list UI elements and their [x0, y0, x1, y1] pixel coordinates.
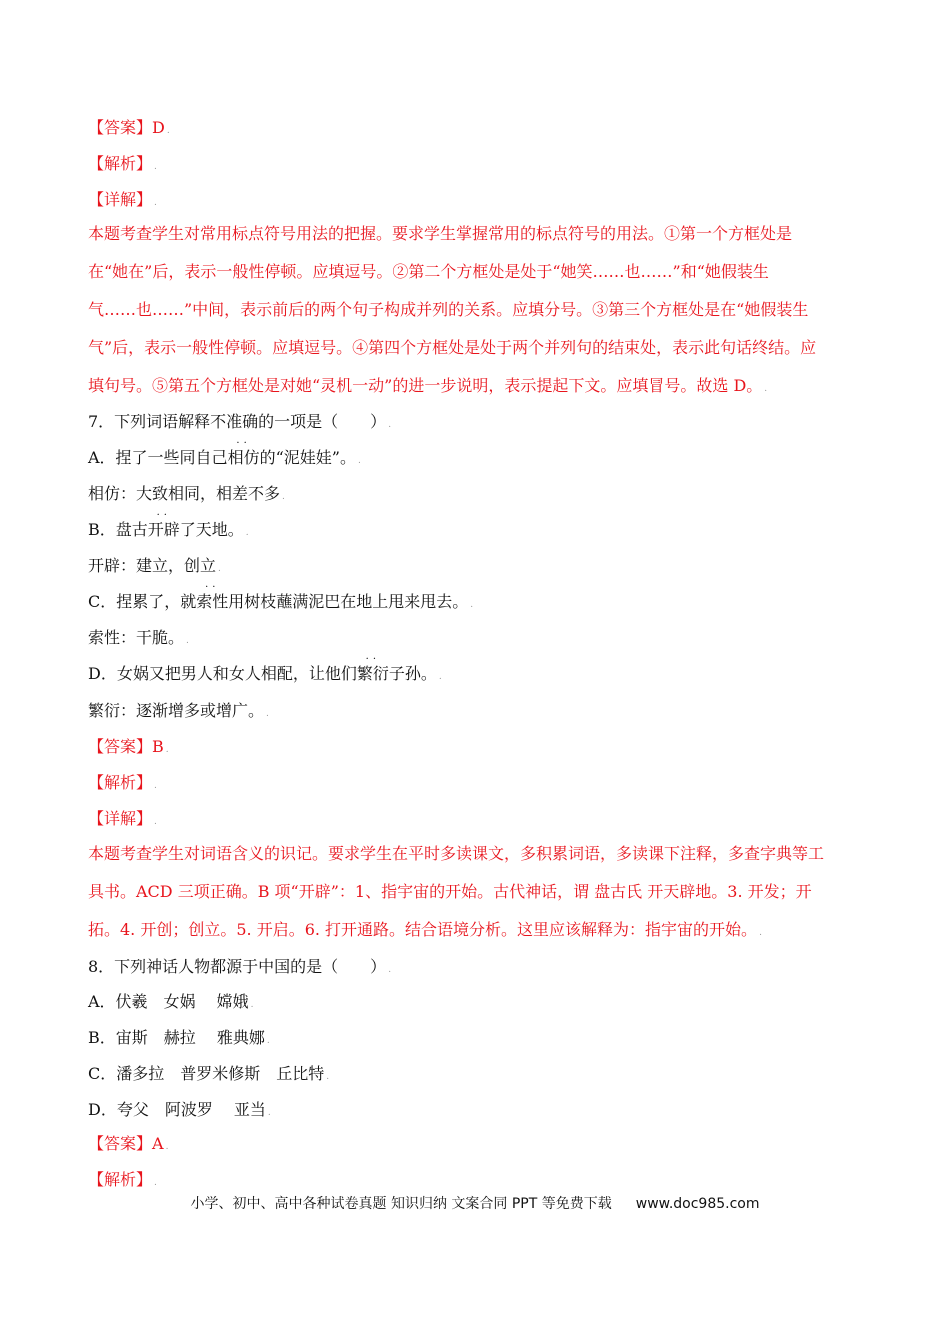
q7-question: 7．下列词语解释不准确的一项是（ ） .	[88, 412, 392, 431]
footer-site-link[interactable]: www.doc985.com	[635, 1196, 760, 1212]
q8-analysis: 【解析】 .	[88, 1170, 157, 1189]
q7-explain-line: 本题考查学生对词语含义的识记。要求学生在平时多读课文，多积累词语，多读课下注释，多查字典等工	[88, 844, 825, 863]
q6-explain-line: 气”后，表示一般性停顿。应填逗号。④第四个方框处是处于两个并列句的结束处，表示此句话终结。应	[88, 338, 817, 357]
emphasis-word: ·· 繁衍	[356, 654, 389, 683]
q7-explain-line: 具书。ACD 三项正确。B 项“开辟”：1、指宇宙的开始。古代神话，谓 盘古氏 开天辟地。3. 开发；开	[88, 882, 812, 901]
q7-def-d: 繁衍：逐渐增多或增广。 .	[88, 701, 269, 720]
q7-explain-line: 拓。4. 开创；创立。5. 开启。6. 打开通路。结合语境分析。这里应该解释为：指宇宙的开始。 .	[88, 920, 762, 939]
q8-option-c: C．潘多拉 普罗米修斯 丘比特 .	[88, 1064, 330, 1083]
page-footer	[0, 1193, 950, 1213]
q7-detail: 【详解】 .	[88, 809, 157, 828]
emphasis-word: ·· 相仿	[227, 438, 260, 467]
q7-option-c: C．捏累了，就 ·· 索性用树枝蘸满泥巴在地上甩来甩去。 .	[88, 582, 474, 611]
q7-option-a: A．捏了一些同自己 ·· 相仿的“泥娃娃”。 .	[88, 438, 361, 467]
q8-answer: 【答案】A .	[88, 1134, 169, 1153]
q6-explain-line: 气……也……”中间，表示前后的两个句子构成并列的关系。应填分号。③第三个方框处是在“她假装生	[88, 300, 809, 319]
q7-def-c: 索性：干脆。 .	[88, 628, 189, 647]
q7-analysis: 【解析】 .	[88, 773, 157, 792]
q8-option-b: B．宙斯 赫拉 雅典娜 .	[88, 1028, 270, 1047]
q7-def-a: 相仿：大致相同，相差不多 .	[88, 484, 285, 503]
q6-answer: 【答案】D .	[88, 118, 170, 137]
q6-analysis: 【解析】 .	[88, 154, 157, 173]
q6-explain-line: 在“她在”后，表示一般性停顿。应填逗号。②第二个方框处是处于“她笑……也……”和“她假装生	[88, 262, 769, 281]
q7-answer: 【答案】B .	[88, 737, 169, 756]
q6-explain-line: 本题考查学生对常用标点符号用法的把握。要求学生掌握常用的标点符号的用法。①第一个方框处是	[88, 224, 793, 243]
footer-text: 小学、初中、高中各种试卷真题 知识归纳 文案合同 PPT 等免费下载	[190, 1196, 612, 1212]
emphasis-word: ·· 开辟	[147, 510, 180, 539]
q8-option-a: A．伏羲 女娲 嫦娥 .	[88, 992, 254, 1011]
q8-question: 8．下列神话人物都源于中国的是（ ） .	[88, 957, 392, 976]
q7-def-b: 开辟：建立，创立 .	[88, 556, 221, 575]
q6-detail: 【详解】 .	[88, 190, 157, 209]
emphasis-word: ·· 索性	[196, 582, 229, 611]
q8-option-d: D．夸父 阿波罗 亚当 .	[88, 1100, 271, 1119]
q7-option-d: D．女娲又把男人和女人相配，让他们 ·· 繁衍子孙。 .	[88, 654, 442, 683]
q6-explain-line: 填句号。⑤第五个方框处是对她“灵机一动”的进一步说明，表示提起下文。应填冒号。故选 D。 .	[88, 376, 768, 395]
q7-option-b: B．盘古 ·· 开辟了天地。 .	[88, 510, 249, 539]
